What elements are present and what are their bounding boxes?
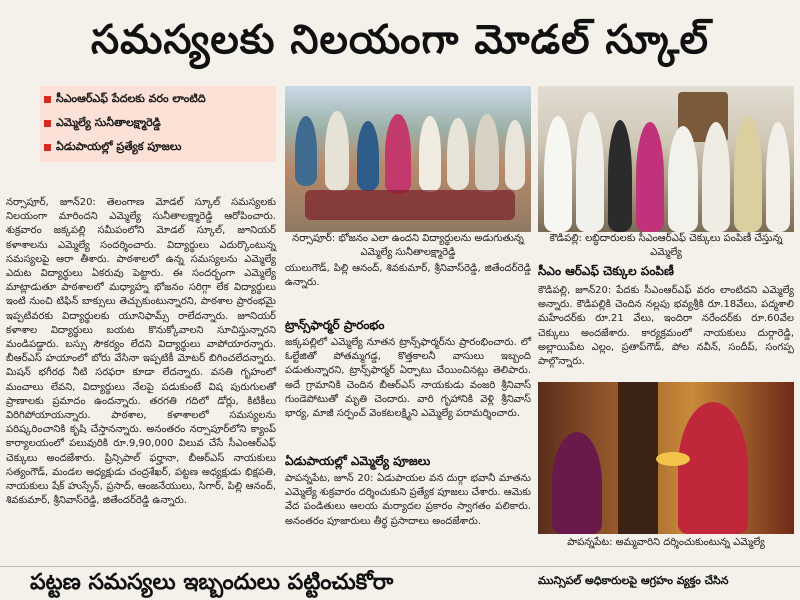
article-tail: యులుగౌడ్, పిల్లి ఆనంద్, శివకుమార్, శ్రీనివాస్‌రెడ్డి, జితేందర్‌రెడ్డి ఉన్నారు. xyxy=(285,263,531,289)
photo-cmrf-cheques xyxy=(538,86,794,232)
photo-temple-worship xyxy=(538,382,794,534)
highlight-item: ఏడుపాయల్లో ప్రత్యేక పూజలు xyxy=(40,136,276,158)
transformer-heading: ట్రాన్స్‌ఫార్మర్ ప్రారంభం xyxy=(285,318,385,332)
highlight-item: ఎమ్మెల్యే సునీతాలక్ష్మారెడ్డి xyxy=(40,112,276,134)
article-body-main: నర్సాపూర్, జూన్20: తెలంగాణ మోడల్ స్కూల్ సమస్యలకు నిలయంగా మారిందని ఎమ్మెల్యే సునీతాలక్ష్మారెడ్డి ఆరోపించారు. శుక్రవారం జక్కపల్లి సమీపంలోని మోడల్ స్కూల్, జూనియర్ కళాశాలను ఎమ్మెల్యే సందర్శించారు. విద్యార్థులు ఎదుర్కొంటున్న సమస్యలపై ఆరా తీశారు. పాఠశాలలో ఉన్న సమస్యలను ఎమ్మెల్యే ఎదుట విద్యార్థులు ఏకరువు పెట్టారు. ఈ సందర్భంగా ఎమ్మెల్యే మాట్లాడుతూ పాఠశాలలో మధ్యాహ్న భోజనం సరిగ్గా లేక విద్యార్థులు ఇంటి నుంచి టిఫిన్ బాక్సులు తెచ్చుకుంటున్నారని, పాఠశాల ప్రారంభమై ఇప్పటివరకు విద్యార్థులకు యూనిఫామ్స్ రాలేదన్నారు. జూనియర్ కళాశాల విద్యార్థులు బయట కొనుక్కోవాలని సూచిస్తున్నారని మండిపడ్డారు. బస్సు సౌకర్యం లేదని విద్యార్థులు వాపోయారన్నారు. బీఆర్ఎస్ హయాంలో బోరు వేసినా ఇప్పటికీ మోటర్ బిగించలేదన్నారు. మిషన్ భగీరథ నీటి సరఫరా కూడా లేదన్నారు. వసతి గృహంలో మంచాలు లేవని, విద్యార్థులు నేలపై పడుకుంటే విష పురుగులతో ప్రాణాలకు ప్రమాదం ఉందన్నారు. తరగతి గదిలో డోర్లు, కిటికీలు విరిగిపోయాయన్నారు. పాఠశాల, కళాశాలలో సమస్యలను పరిష్కరించానికి కృషి చేస్తానన్నారు. అనంతరం నర్సాపూర్‌లోని క్యాంప్ కార్యాలయంలో పలువురికి రూ.9,90,000 విలువ చేసే సీఎంఆర్ఎఫ్ చెక్కులు అందజేశారు. ప్రిన్సిపాల్ ఫర్హానా, బీఆర్ఎస్ నాయకులు సత్యంగౌడ్, మండల అధ్యక్షుడు చంద్రశేఖర్, పట్టణ అధ్యక్షుడు భిక్షపతి, నాయకులు షేక్ హుస్సేన్, ప్రసాద్, ఆంజనేయులు, సిగార్, పిల్లి ఆనంద్, శివకుమార్, శ్రీనివాస్‌రెడ్డి, జితేందర్‌రెడ్డి ఉన్నారు. xyxy=(6,197,276,507)
next-headline-right: మున్సిపల్ అధికారులపై ఆగ్రహం వ్యక్తం చేసిన xyxy=(538,574,729,587)
photo-caption: నర్సాపూర్: భోజనం ఎలా ఉందని విద్యార్థులను అడుగుతున్న ఎమ్మెల్యే సునీతాలక్ష్మారెడ్డి xyxy=(285,232,531,260)
temple-heading: ఏడుపాయల్లో ఎమ్మెల్యే పూజలు xyxy=(285,454,431,468)
headline: సమస్యలకు నిలయంగా మోడల్ స్కూల్ xyxy=(91,17,709,63)
temple-body: పాపన్నపేట, జూన్ 20: ఏడుపాయల వన దుర్గా భవానీ మాతను ఎమ్మెల్యే శుక్రవారం దర్శించుకుని ప్రత్యేక పూజలు చేశారు. ఆమెకు వేద పండితులు ఆలయ మర్యాదల ప్రకారం స్వాగతం పలికారు. అనంతరం పూజారులు తీర్థ ప్రసాదాలు అందజేశారు. xyxy=(285,473,531,527)
divider xyxy=(0,566,800,567)
cmrf-body: కౌడిపల్లి, జూన్20: పేదకు సీఎంఆర్ఎఫ్ వరం లాంటిదని ఎమ్మెల్యే అన్నారు. కౌడిపల్లికి చెందిన నల్లపు భవ్యశ్రీకి రూ.18వేలు, పద్మశాలి మహేందర్‌కు రూ.21 వేలు, ఇందిరా నరేందర్‌కు రూ.60వేల చెక్కులు అందజేశారు. కార్యక్రమంలో నాయకులు దుర్గారెడ్డి, అల్లాయిపేట ఎల్లం, ప్రతాప్‌గౌడ్, పోల నవీన్, సందీప్, సంగప్ప పాల్గొన్నారు. xyxy=(538,285,794,368)
cmrf-heading: సీఎం ఆర్ఎఫ్ చెక్కుల పంపిణీ xyxy=(538,264,674,278)
photo-caption: కౌడిపల్లి: లబ్ధిదారులకు సీఎంఆర్ఎఫ్ చెక్కులు పంపిణీ చేస్తున్న ఎమ్మెల్యే xyxy=(538,232,794,260)
photo-students-lunch xyxy=(285,86,531,232)
highlights-box xyxy=(40,86,276,162)
highlight-item: సీఎంఆర్ఎఫ్ పేదలకు వరం లాంటిది xyxy=(40,88,276,110)
transformer-body: జక్కపల్లిలో ఎమ్మెల్యే నూతన ట్రాన్స్‌ఫార్మర్‌ను ప్రారంభించారు. లో ఓల్టేజితో పోతమ్మగడ్డ, కొత్తకాలనీ వాసులు ఇబ్బంది పడుతున్నారని, ట్రాన్స్‌ఫార్మర్ ఏర్పాటు చేయించినట్లు తెలిపారు. అదే గ్రామానికి చెందిన బీఆర్ఎస్ నాయకుడు వంజరి శ్రీనివాస్ గుండెపోటుతో మృతి చెందారు. వారి గృహానికి వెళ్లి శ్రీనివాస్ భార్య, మాజీ సర్పంచ్ వెంకటలక్ష్మిని ఎమ్మెల్యే పరామర్శించారు. xyxy=(285,337,531,420)
photo-caption: పాపన్నపేట: అమ్మవారిని దర్శించుకుంటున్న ఎమ్మెల్యే xyxy=(538,536,794,550)
next-headline: పట్టణ సమస్యలు ఇబ్బందులు పట్టించుకోరా xyxy=(30,570,394,595)
